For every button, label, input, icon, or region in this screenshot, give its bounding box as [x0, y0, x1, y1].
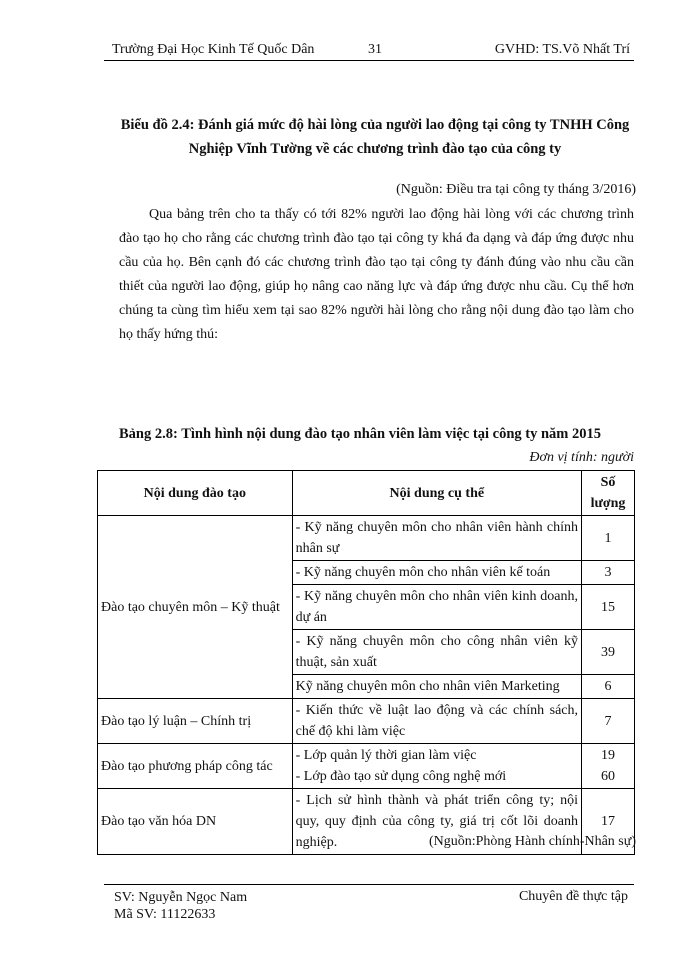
figure-source: (Nguồn: Điều tra tại công ty tháng 3/2016)	[396, 182, 636, 197]
table-header-row	[98, 471, 635, 516]
footer-document-type: Chuyên đề thực tập	[518, 889, 628, 904]
figure-caption	[110, 113, 640, 161]
item-detail: - Kỹ năng chuyên môn cho nhân viên kinh doanh, dự án	[292, 585, 581, 630]
table-row	[98, 699, 635, 744]
table-caption	[110, 426, 610, 443]
training-table	[97, 470, 635, 855]
item-quantity-line: 19	[601, 748, 615, 763]
page-number: 31	[368, 42, 382, 57]
body-text	[119, 203, 634, 347]
item-detail: - Lịch sử hình thành và phát triển công ty; nội quy, quy định của công ty, giá trị cốt lõi doanh nghiệp.	[292, 789, 581, 855]
item-detail-line: - Lớp quản lý thời gian làm việc	[295, 748, 477, 763]
table-source: (Nguồn:Phòng Hành chính-Nhân sự)	[428, 834, 636, 849]
item-quantity: 39	[582, 630, 635, 675]
item-quantity: 15	[582, 585, 635, 630]
item-quantity: 1	[582, 516, 635, 561]
header-content-detail: Nội dung cụ thể	[292, 471, 581, 516]
item-detail: - Kiến thức về luật lao động và các chính sách, chế độ khi làm việc	[292, 699, 581, 744]
footer-student-name: SV: Nguyễn Ngọc Nam	[114, 890, 248, 905]
item-detail: - Kỹ năng chuyên môn cho công nhân viên kỹ thuật, sản xuất	[292, 630, 581, 675]
item-detail: Kỹ năng chuyên môn cho nhân viên Marketing	[292, 675, 581, 699]
item-detail-line: - Lớp đào tạo sử dụng công nghệ mới	[295, 769, 507, 784]
item-quantity: 3	[582, 561, 635, 585]
table-unit: Đơn vị tính: người	[529, 450, 634, 465]
item-detail	[292, 744, 581, 789]
item-quantity: 6	[582, 675, 635, 699]
table-title: Tình hình nội dung đào tạo nhân viên làm việc tại công ty năm 2015	[177, 426, 601, 442]
figure-title-line1: Đánh giá mức độ hài lòng của người lao động tại công ty TNHH Công	[194, 117, 630, 133]
table-row	[98, 744, 635, 789]
item-quantity-line: 60	[601, 769, 615, 784]
table-row	[98, 516, 635, 561]
group-name: Đào tạo văn hóa DN	[98, 789, 293, 855]
page-footer	[104, 884, 634, 922]
header-quantity: Số lượng	[582, 471, 635, 516]
item-quantity: 17	[582, 789, 635, 855]
footer-student-info	[114, 889, 247, 923]
item-detail: - Kỹ năng chuyên môn cho nhân viên kế toán	[292, 561, 581, 585]
header-supervisor: GVHD: TS.Võ Nhất Trí	[494, 42, 630, 57]
group-name: Đào tạo chuyên môn – Kỹ thuật	[98, 516, 293, 699]
header-content-type: Nội dung đào tạo	[98, 471, 293, 516]
footer-student-id: Mã SV: 11122633	[114, 907, 216, 922]
page-header	[104, 40, 634, 61]
group-name: Đào tạo lý luận – Chính trị	[98, 699, 293, 744]
paragraph: Qua bảng trên cho ta thấy có tới 82% người lao động hài lòng với các chương trình đào tạo họ cho rằng các chương trình đào tạo tại công ty khá đa dạng và đáp ứng được nhu cầu của họ. Bên cạnh đó các chương trình đào tạo tại công ty đánh đúng vào nhu cầu cần thiết của người lao động, giúp họ nâng cao năng lực và đáp ứng được nhu cầu. Cụ thể hơn chúng ta cùng tìm hiểu xem tại sao 82% người hài lòng cho rằng nội dung đào tạo làm cho họ thấy hứng thú:	[119, 207, 634, 342]
item-detail: - Kỹ năng chuyên môn cho nhân viên hành chính nhân sự	[292, 516, 581, 561]
figure-title-line2: Nghiệp Vĩnh Tường về các chương trình đào tạo của công ty	[188, 141, 562, 157]
table-label: Bảng 2.8:	[119, 426, 178, 442]
item-quantity	[582, 744, 635, 789]
figure-label: Biểu đồ 2.4:	[120, 117, 195, 133]
header-university: Trường Đại Học Kinh Tế Quốc Dân	[112, 42, 315, 57]
item-quantity: 7	[582, 699, 635, 744]
group-name: Đào tạo phương pháp công tác	[98, 744, 293, 789]
